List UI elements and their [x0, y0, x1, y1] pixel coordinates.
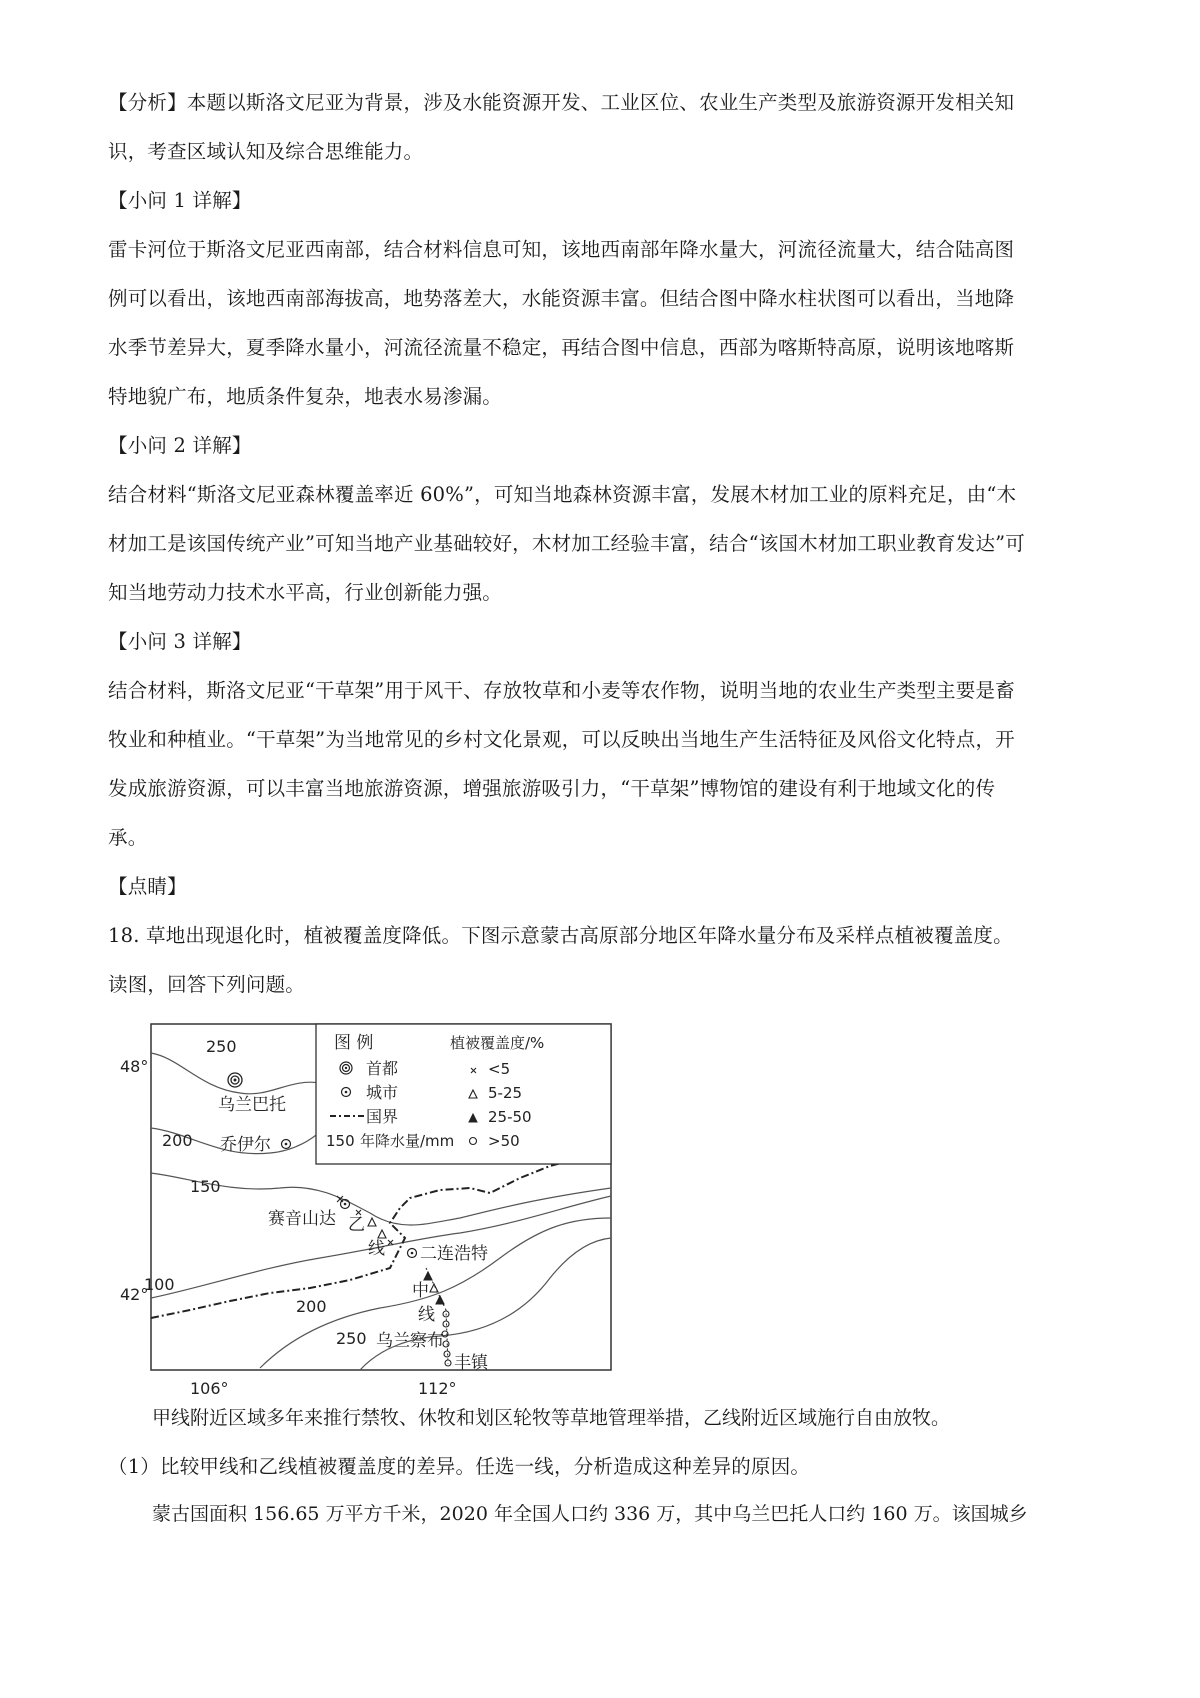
legend-cover-2: 5-25	[488, 1084, 523, 1102]
wulanchabu-label: 乌兰察布	[376, 1331, 444, 1351]
zhong-line-label-2: 线	[418, 1305, 435, 1325]
q3-line-1: 结合材料，斯洛文尼亚“干草架”用于风干、存放牧草和小麦等农作物，说明当地的农业生产类型主要是畜	[108, 679, 1015, 702]
q1-section	[108, 176, 1100, 421]
isohyet-label-150: 150	[190, 1177, 221, 1196]
lon-label-112: 112°	[418, 1379, 457, 1398]
isohyet-label-250-north: 250	[206, 1037, 237, 1056]
q18-section	[108, 911, 1100, 1009]
dianjing-heading: 【点睛】	[108, 875, 187, 898]
legend-cover-title: 植被覆盖度/%	[450, 1034, 545, 1052]
dianjing-section	[108, 862, 1100, 911]
isohyet-label-250-south: 250	[336, 1329, 367, 1348]
analysis-line-1: 【分析】本题以斯洛文尼亚为背景，涉及水能资源开发、工业区位、农业生产类型及旅游资源开发相关知	[108, 91, 1015, 114]
q1-line-1: 雷卡河位于斯洛文尼亚西南部，结合材料信息可知，该地西南部年降水量大，河流径流量大，结合陆高图	[108, 238, 1015, 261]
q1-line-4: 特地貌广布，地质条件复杂，地表水易渗漏。	[108, 385, 503, 408]
q1-heading: 【小问 1 详解】	[108, 189, 252, 212]
analysis-line-2: 识，考查区域认知及综合思维能力。	[108, 140, 424, 163]
q3-line-4: 承。	[108, 826, 148, 849]
q1-line-3: 水季节差异大，夏季降水量小，河流径流量不稳定，再结合图中信息，西部为喀斯特高原，说明该地喀斯	[108, 336, 1015, 359]
legend-title: 图 例	[334, 1033, 374, 1053]
q3-section	[108, 617, 1100, 862]
map-caption: 甲线附近区域多年来推行禁牧、休牧和划区轮牧等草地管理举措，乙线附近区域施行自由放牧。	[152, 1407, 951, 1429]
qiaoyier-label: 乔伊尔	[220, 1135, 271, 1155]
legend-cover-3: 25-50	[488, 1108, 532, 1126]
lat-label-42: 42°	[120, 1285, 149, 1304]
isohyet-label-200-north: 200	[162, 1131, 193, 1150]
q2-line-1: 结合材料“斯洛文尼亚森林覆盖率近 60%”，可知当地森林资源丰富，发展木材加工业的原料充足，由“木	[108, 483, 1017, 506]
legend-city-label: 城市	[366, 1083, 399, 1102]
map-legend	[316, 1024, 611, 1164]
lat-label-48: 48°	[120, 1057, 149, 1076]
q3-line-3: 发成旅游资源，可以丰富当地旅游资源，增强旅游吸引力，“干草架”博物馆的建设有利于地域文化的传	[108, 777, 996, 800]
isohyet-label-200-south: 200	[296, 1297, 327, 1316]
q18-line-2: 读图，回答下列问题。	[108, 973, 306, 996]
sub-question-1-text: （1）比较甲线和乙线植被覆盖度的差异。任选一线，分析造成这种差异的原因。	[108, 1455, 811, 1478]
q18-line-1: 18. 草地出现退化时，植被覆盖度降低。下图示意蒙古高原部分地区年降水量分布及采样点植被覆盖度。	[108, 924, 1013, 947]
q2-section	[108, 421, 1100, 617]
capital-label: 乌兰巴托	[218, 1095, 286, 1115]
legend-capital-label: 首都	[366, 1059, 399, 1078]
q3-heading: 【小问 3 详解】	[108, 630, 252, 653]
analysis-section	[108, 78, 1100, 176]
erlian-label: 二连浩特	[420, 1244, 488, 1264]
city-erlian	[408, 1244, 489, 1264]
legend-isohyet-value: 150	[326, 1132, 355, 1150]
yi-line-label-1: 乙	[348, 1215, 365, 1235]
fengzhen-label: 丰镇	[454, 1353, 488, 1373]
q3-line-2: 牧业和种植业。“干草架”为当地常见的乡村文化景观，可以反映出当地生产生活特征及风俗文化特点，开	[108, 728, 1015, 751]
isohyet-label-100: 100	[144, 1275, 175, 1294]
mongolia-map	[120, 1018, 620, 1398]
legend-border-label: 国界	[366, 1107, 399, 1126]
lon-label-106: 106°	[190, 1379, 229, 1398]
zhong-line-label-1: 中	[412, 1281, 429, 1301]
q1-line-2: 例可以看出，该地西南部海拔高，地势落差大，水能资源丰富。但结合图中降水柱状图可以看出，当地降	[108, 287, 1015, 310]
q2-heading: 【小问 2 详解】	[108, 434, 252, 457]
yi-line-label-2: 线	[368, 1239, 385, 1259]
q2-line-3: 知当地劳动力技术水平高，行业创新能力强。	[108, 581, 503, 604]
mongolia-material: 蒙古国面积 156.65 万平方千米，2020 年全国人口约 336 万，其中乌兰巴托人口约 160 万。该国城乡	[152, 1503, 1028, 1525]
legend-cover-4: >50	[488, 1132, 520, 1150]
saiyinshanda-label: 赛音山达	[268, 1209, 336, 1229]
sub-question-1	[108, 1442, 1100, 1491]
legend-isohyet-label: 年降水量/mm	[360, 1132, 455, 1150]
map-svg	[120, 1018, 620, 1398]
legend-cover-1: <5	[488, 1060, 511, 1078]
q2-line-2: 材加工是该国传统产业”可知当地产业基础较好，木材加工经验丰富，结合“该国木材加工职业教育发达”可	[108, 532, 1026, 555]
